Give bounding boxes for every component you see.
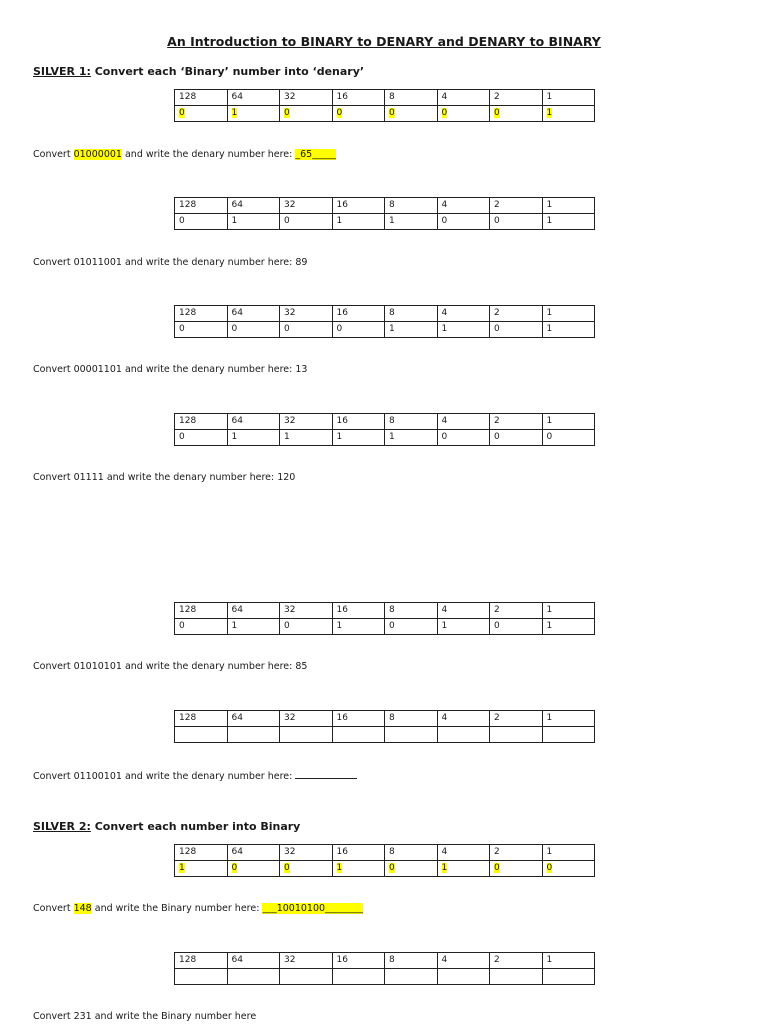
bit-cell[interactable] — [175, 969, 228, 985]
binary-table — [174, 844, 595, 877]
bit-value: 0 — [389, 108, 395, 118]
place-value-cell: 128 — [175, 845, 228, 861]
place-value-cell: 4 — [437, 198, 490, 214]
bit-cell[interactable] — [175, 861, 228, 877]
bit-row — [175, 430, 595, 446]
place-value-cell: 8 — [385, 198, 438, 214]
q7-prefix: Convert — [33, 903, 74, 914]
place-value-cell: 64 — [227, 306, 280, 322]
place-value-cell: 32 — [280, 603, 333, 619]
silver2-label: SILVER 2: — [33, 820, 91, 833]
place-value-cell: 16 — [332, 953, 385, 969]
place-value-cell: 16 — [332, 306, 385, 322]
bit-cell[interactable] — [385, 861, 438, 877]
place-value-cell: 2 — [490, 90, 543, 106]
bit-value: 1 — [546, 621, 553, 631]
place-value-cell: 128 — [175, 306, 228, 322]
place-value-cell: 8 — [385, 306, 438, 322]
bit-cell[interactable] — [542, 106, 595, 122]
place-value-cell: 64 — [227, 953, 280, 969]
place-value-cell: 16 — [332, 845, 385, 861]
bit-value: 0 — [179, 108, 185, 118]
bit-cell[interactable] — [227, 430, 280, 446]
place-value-cell: 32 — [280, 711, 333, 727]
bit-cell[interactable] — [437, 969, 490, 985]
bit-cell[interactable] — [332, 214, 385, 230]
place-value-cell: 32 — [280, 306, 333, 322]
bit-row — [175, 214, 595, 230]
silver1-instruction: Convert each ‘Binary’ number into ‘denary’ — [90, 65, 365, 78]
bit-value: 0 — [441, 108, 448, 118]
bit-cell[interactable] — [542, 430, 595, 446]
place-value-cell: 8 — [385, 711, 438, 727]
place-value-row — [175, 711, 595, 727]
bit-cell[interactable] — [385, 322, 438, 338]
bit-value: 0 — [494, 863, 500, 873]
place-value-cell: 16 — [332, 198, 385, 214]
place-value-cell: 8 — [385, 603, 438, 619]
bit-value: 0 — [179, 621, 185, 631]
place-value-cell: 32 — [280, 198, 333, 214]
bit-value: 1 — [336, 216, 343, 226]
bit-value: 0 — [494, 621, 500, 631]
place-value-cell: 64 — [227, 414, 280, 430]
bit-cell[interactable] — [437, 106, 490, 122]
bit-value: 1 — [336, 863, 343, 873]
place-value-cell: 2 — [490, 414, 543, 430]
bit-row — [175, 322, 595, 338]
binary-table — [174, 413, 595, 446]
place-value-cell: 4 — [437, 306, 490, 322]
bit-cell[interactable] — [385, 214, 438, 230]
bit-cell[interactable] — [280, 106, 333, 122]
bit-value: 0 — [336, 108, 343, 118]
bit-cell[interactable] — [332, 322, 385, 338]
bit-cell[interactable] — [280, 727, 333, 743]
bit-cell[interactable] — [227, 861, 280, 877]
question-4: Convert 01111 and write the denary number here: 120 — [33, 472, 296, 483]
bit-cell[interactable] — [542, 861, 595, 877]
place-value-row — [175, 845, 595, 861]
bit-value: 0 — [231, 324, 238, 334]
place-value-cell: 1 — [542, 90, 595, 106]
place-value-cell: 32 — [280, 845, 333, 861]
page-title: An Introduction to BINARY to DENARY and DENARY to BINARY — [167, 34, 601, 49]
place-value-cell: 8 — [385, 90, 438, 106]
q7-answer[interactable]: ___10010100________ — [262, 903, 364, 914]
bit-value: 1 — [441, 863, 448, 873]
question-5: Convert 01010101 and write the denary number here: 85 — [33, 661, 308, 672]
binary-table — [174, 952, 595, 985]
bit-row — [175, 969, 595, 985]
bit-value: 0 — [284, 324, 290, 334]
bit-value: 0 — [179, 216, 185, 226]
question-2: Convert 01011001 and write the denary number here: 89 — [33, 257, 308, 268]
bit-value: 0 — [284, 216, 290, 226]
place-value-cell: 128 — [175, 90, 228, 106]
q1-binary-value: 01000001 — [73, 149, 122, 160]
bit-cell[interactable] — [385, 727, 438, 743]
bit-cell[interactable] — [437, 861, 490, 877]
bit-cell[interactable] — [227, 969, 280, 985]
place-value-cell: 1 — [542, 603, 595, 619]
bit-value: 0 — [494, 324, 500, 334]
silver1-heading — [33, 65, 364, 78]
place-value-cell: 32 — [280, 90, 333, 106]
bit-cell[interactable] — [280, 861, 333, 877]
bit-cell[interactable] — [332, 430, 385, 446]
binary-table — [174, 197, 595, 230]
q7-middle: and write the Binary number here: — [91, 903, 263, 914]
place-value-row — [175, 306, 595, 322]
bit-value: 1 — [389, 324, 395, 334]
bit-cell[interactable] — [227, 106, 280, 122]
bit-cell[interactable] — [385, 969, 438, 985]
place-value-cell: 16 — [332, 90, 385, 106]
place-value-cell: 1 — [542, 414, 595, 430]
place-value-cell: 2 — [490, 603, 543, 619]
q1-middle: and write the denary number here: — [121, 149, 296, 160]
bit-cell[interactable] — [542, 214, 595, 230]
place-value-cell: 2 — [490, 845, 543, 861]
place-value-cell: 2 — [490, 711, 543, 727]
bit-value: 0 — [546, 863, 553, 873]
bit-value: 0 — [179, 432, 185, 442]
place-value-cell: 16 — [332, 603, 385, 619]
bit-value: 1 — [441, 621, 448, 631]
bit-value: 1 — [179, 863, 185, 873]
place-value-cell: 64 — [227, 845, 280, 861]
question-3: Convert 00001101 and write the denary number here: 13 — [33, 364, 308, 375]
bit-cell[interactable] — [437, 727, 490, 743]
bit-cell[interactable] — [332, 861, 385, 877]
place-value-cell: 2 — [490, 953, 543, 969]
bit-cell[interactable] — [490, 214, 543, 230]
bit-value: 0 — [389, 863, 395, 873]
binary-table — [174, 89, 595, 122]
bit-cell[interactable] — [490, 106, 543, 122]
bit-cell[interactable] — [227, 322, 280, 338]
bit-value: 1 — [441, 324, 448, 334]
bit-cell[interactable] — [385, 106, 438, 122]
place-value-cell: 1 — [542, 198, 595, 214]
binary-table — [174, 710, 595, 743]
place-value-cell: 64 — [227, 711, 280, 727]
place-value-cell: 128 — [175, 953, 228, 969]
place-value-cell: 32 — [280, 953, 333, 969]
place-value-cell: 64 — [227, 90, 280, 106]
bit-cell[interactable] — [280, 322, 333, 338]
place-value-cell: 1 — [542, 845, 595, 861]
place-value-cell: 64 — [227, 198, 280, 214]
question-6 — [33, 769, 357, 782]
bit-cell[interactable] — [437, 619, 490, 635]
place-value-cell: 4 — [437, 603, 490, 619]
silver2-heading — [33, 820, 300, 833]
bit-cell[interactable] — [332, 727, 385, 743]
place-value-cell: 4 — [437, 414, 490, 430]
bit-cell[interactable] — [280, 214, 333, 230]
bit-value: 1 — [546, 324, 553, 334]
bit-cell[interactable] — [280, 969, 333, 985]
place-value-row — [175, 90, 595, 106]
place-value-cell: 1 — [542, 953, 595, 969]
place-value-cell: 64 — [227, 603, 280, 619]
bit-value: 1 — [389, 432, 395, 442]
bit-cell[interactable] — [542, 619, 595, 635]
place-value-cell: 4 — [437, 711, 490, 727]
place-value-cell: 2 — [490, 198, 543, 214]
binary-table — [174, 602, 595, 635]
bit-cell[interactable] — [227, 727, 280, 743]
bit-value: 0 — [494, 216, 500, 226]
bit-cell[interactable] — [227, 214, 280, 230]
bit-value: 1 — [336, 621, 343, 631]
place-value-cell: 128 — [175, 711, 228, 727]
bit-row — [175, 106, 595, 122]
bit-cell[interactable] — [332, 619, 385, 635]
bit-value: 1 — [389, 216, 395, 226]
bit-value: 1 — [231, 432, 238, 442]
bit-cell[interactable] — [437, 322, 490, 338]
bit-cell[interactable] — [332, 106, 385, 122]
bit-cell[interactable] — [227, 619, 280, 635]
bit-row — [175, 619, 595, 635]
place-value-cell: 1 — [542, 711, 595, 727]
bit-value: 0 — [284, 108, 290, 118]
bit-value: 1 — [336, 432, 343, 442]
place-value-cell: 128 — [175, 198, 228, 214]
bit-cell[interactable] — [175, 322, 228, 338]
bit-value: 0 — [441, 216, 448, 226]
bit-cell[interactable] — [437, 430, 490, 446]
bit-value: 0 — [284, 863, 290, 873]
bit-value: 0 — [231, 863, 238, 873]
bit-cell[interactable] — [280, 619, 333, 635]
q6-text: Convert 01100101 and write the denary number here: — [33, 771, 296, 782]
bit-value: 1 — [231, 108, 238, 118]
bit-row — [175, 727, 595, 743]
place-value-row — [175, 953, 595, 969]
place-value-cell: 8 — [385, 953, 438, 969]
bit-cell[interactable] — [490, 619, 543, 635]
place-value-cell: 8 — [385, 414, 438, 430]
bit-cell[interactable] — [490, 861, 543, 877]
bit-cell[interactable] — [175, 430, 228, 446]
place-value-cell: 4 — [437, 953, 490, 969]
question-8: Convert 231 and write the Binary number here — [33, 1011, 257, 1022]
bit-value: 1 — [546, 108, 553, 118]
place-value-row — [175, 414, 595, 430]
bit-cell[interactable] — [490, 430, 543, 446]
place-value-row — [175, 603, 595, 619]
question-1 — [33, 149, 336, 160]
bit-value: 0 — [546, 432, 553, 442]
place-value-cell: 16 — [332, 711, 385, 727]
q1-prefix: Convert — [33, 149, 74, 160]
place-value-cell: 4 — [437, 845, 490, 861]
place-value-cell: 16 — [332, 414, 385, 430]
place-value-cell: 1 — [542, 306, 595, 322]
silver2-instruction: Convert each number into Binary — [90, 820, 301, 833]
place-value-row — [175, 198, 595, 214]
place-value-cell: 8 — [385, 845, 438, 861]
q6-answer-blank[interactable] — [295, 769, 357, 779]
bit-cell[interactable] — [542, 322, 595, 338]
silver1-label: SILVER 1: — [33, 65, 91, 78]
bit-value: 1 — [284, 432, 290, 442]
bit-cell[interactable] — [385, 619, 438, 635]
q1-answer[interactable]: _65_____ — [295, 149, 336, 160]
bit-cell[interactable] — [542, 969, 595, 985]
bit-value: 0 — [494, 432, 500, 442]
bit-row — [175, 861, 595, 877]
bit-value: 0 — [441, 432, 448, 442]
bit-cell[interactable] — [490, 322, 543, 338]
question-7 — [33, 903, 363, 914]
place-value-cell: 128 — [175, 603, 228, 619]
bit-value: 1 — [546, 216, 553, 226]
bit-cell[interactable] — [280, 430, 333, 446]
bit-value: 0 — [284, 621, 290, 631]
place-value-cell: 2 — [490, 306, 543, 322]
place-value-cell: 128 — [175, 414, 228, 430]
bit-cell[interactable] — [437, 214, 490, 230]
q7-denary-value: 148 — [73, 903, 92, 914]
bit-cell[interactable] — [332, 969, 385, 985]
bit-value: 0 — [389, 621, 395, 631]
bit-value: 1 — [231, 216, 238, 226]
bit-value: 0 — [179, 324, 185, 334]
bit-value: 0 — [494, 108, 500, 118]
place-value-cell: 32 — [280, 414, 333, 430]
bit-cell[interactable] — [490, 727, 543, 743]
bit-cell[interactable] — [175, 214, 228, 230]
place-value-cell: 4 — [437, 90, 490, 106]
binary-table — [174, 305, 595, 338]
bit-cell[interactable] — [542, 727, 595, 743]
bit-value: 1 — [231, 621, 238, 631]
bit-cell[interactable] — [175, 619, 228, 635]
bit-cell[interactable] — [175, 727, 228, 743]
bit-value: 0 — [336, 324, 343, 334]
bit-cell[interactable] — [490, 969, 543, 985]
bit-cell[interactable] — [385, 430, 438, 446]
bit-cell[interactable] — [175, 106, 228, 122]
